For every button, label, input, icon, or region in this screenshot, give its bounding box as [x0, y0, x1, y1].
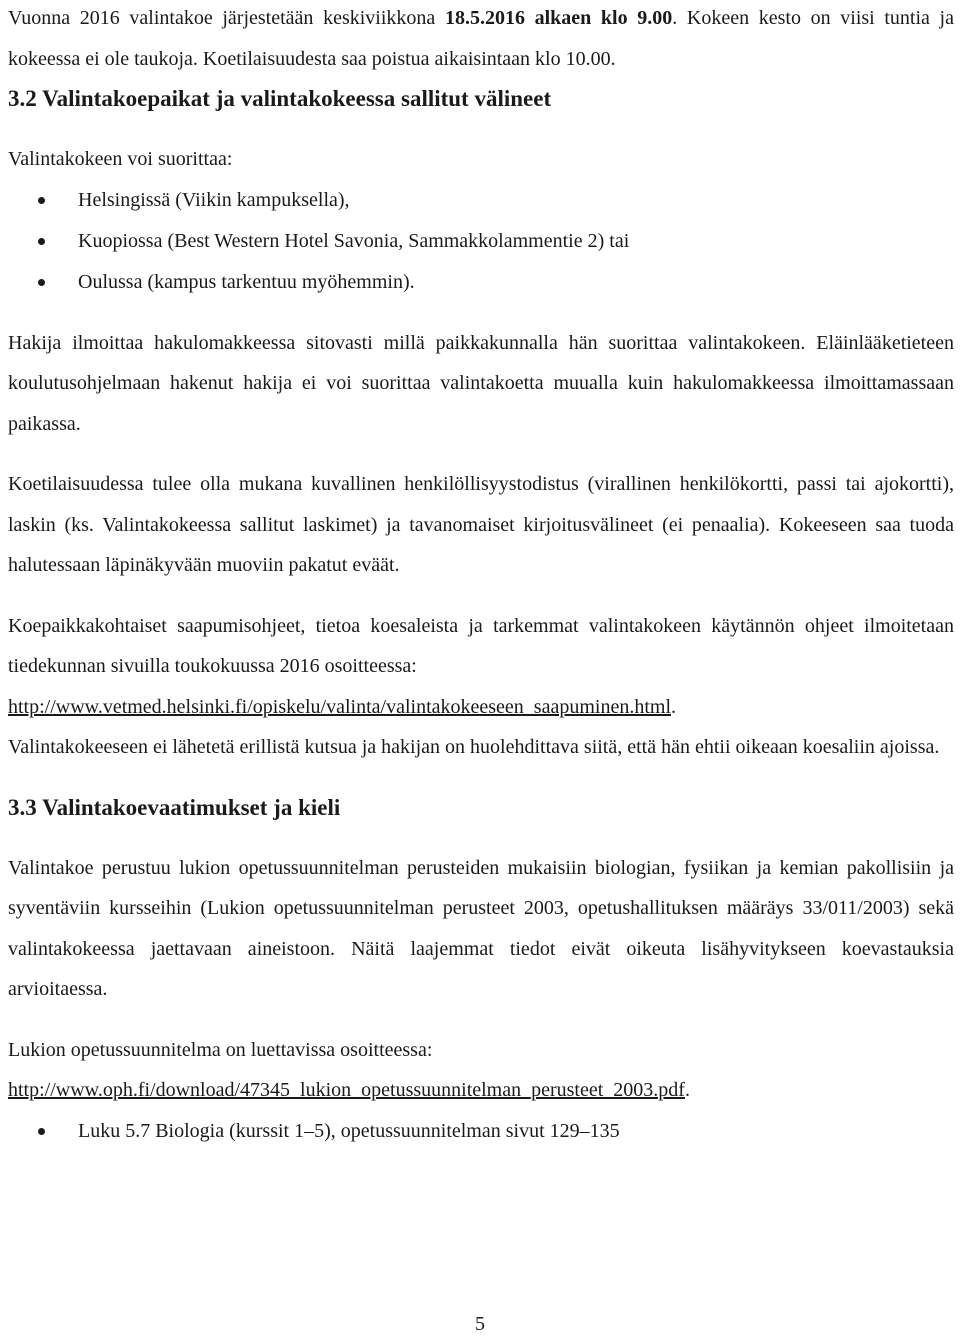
exam-basis-paragraph: Valintakoe perustuu lukion opetussuunnitelman perusteiden mukaisiin biologian, fysiikan ja kemian pakollisiin ja syventäviin kursseihin (Lukion opetussuunnitelman perusteet 2003, opetushallituksen määräys 33/011/2003) sekä valintakokeessa jaettavaan aineistoon. Näitä laajemmat tiedot eivät oikeuta lisähyvitykseen koevastauksia arvioitaessa. — [8, 856, 954, 1000]
locations-lead: Valintakokeen voi suorittaa: — [8, 148, 233, 170]
spacer — [8, 303, 954, 323]
bullet-icon — [38, 197, 45, 204]
arrival-paragraph: Koepaikkakohtaiset saapumisohjeet, tietoa koesaleista ja tarkemmat valintakokeen käytännön ohjeet ilmoitetaan tiedekunnan sivuilla toukokuussa 2016 osoitteessa: — [8, 614, 954, 677]
bullet-icon — [38, 279, 45, 286]
spacer — [8, 1010, 954, 1030]
curriculum-items-list — [8, 1111, 954, 1152]
list-item: Oulussa (kampus tarkentuu myöhemmin). — [8, 262, 954, 303]
intro-paragraph — [8, 0, 954, 79]
bullet-icon — [38, 1128, 45, 1135]
curriculum-paragraph: Lukion opetussuunnitelma on luettavissa osoitteessa: — [8, 1038, 433, 1061]
section-3-3-heading: 3.3 Valintakoevaatimukset ja kieli — [8, 794, 341, 820]
spacer — [8, 444, 954, 464]
curriculum-link[interactable]: http://www.oph.fi/download/47345_lukion_opetussuunnitelman_perusteet_2003.pdf — [8, 1079, 685, 1101]
intro-text-start: Vuonna 2016 valintakoe järjestetään keskiviikkona — [8, 7, 445, 29]
list-item: Luku 5.7 Biologia (kurssit 1–5), opetussuunnitelman sivut 129–135 — [8, 1111, 954, 1152]
arrival-link-line: http://www.vetmed.helsinki.fi/opiskelu/valinta/valintakokeeseen_saapuminen.html. — [8, 695, 677, 718]
spacer — [8, 768, 954, 788]
spacer — [8, 828, 954, 848]
arrival-instructions-link[interactable]: http://www.vetmed.helsinki.fi/opiskelu/valinta/valintakokeeseen_saapuminen.html — [8, 695, 672, 718]
bullet-icon — [38, 238, 45, 245]
page-number: 5 — [475, 1313, 485, 1335]
required-items-paragraph: Koetilaisuudessa tulee olla mukana kuvallinen henkilöllisyystodistus (virallinen henkilökortti, passi tai ajokortti), laskin (ks. Valintakokeessa sallitut laskimet) ja tavanomaiset kirjoitusvälineet (ei penaalia). Kokeeseen saa tuoda halutessaan läpinäkyvään muoviin pakatut eväät. — [8, 473, 954, 576]
section-3-2-heading: 3.2 Valintakoepaikat ja valintakokeessa sallitut välineet — [8, 86, 552, 111]
registration-paragraph: Hakija ilmoittaa hakulomakkeessa sitovasti millä paikkakunnalla hän suorittaa valintakokeen. Eläinlääketieteen koulutusohjelmaan hakenut hakija ei voi suorittaa valintakoetta muualla kuin hakulomakkeessa ilmoittamassaan paikassa. — [8, 331, 954, 435]
list-item: Helsingissä (Viikin kampuksella), — [8, 180, 954, 221]
exam-start-time: 18.5.2016 alkaen klo 9.00 — [444, 7, 673, 29]
spacer — [8, 119, 954, 139]
invitation-paragraph: Valintakokeeseen ei lähetetä erillistä kutsua ja hakijan on huolehdittava siitä, että hän ehtii oikeaan koesaliin ajoissa. — [8, 736, 940, 758]
spacer — [8, 586, 954, 606]
locations-list — [8, 180, 954, 303]
intro-text-end: . Kokeen kesto on viisi tuntia ja kokeessa ei ole taukoja. Koetilaisuudesta saa poistua aikaisintaan klo 10.00. — [8, 7, 954, 70]
curriculum-link-line: http://www.oph.fi/download/47345_lukion_opetussuunnitelman_perusteet_2003.pdf. — [8, 1079, 690, 1101]
document-page — [8, 0, 954, 1152]
list-item: Kuopiossa (Best Western Hotel Savonia, Sammakkolammentie 2) tai — [8, 221, 954, 262]
